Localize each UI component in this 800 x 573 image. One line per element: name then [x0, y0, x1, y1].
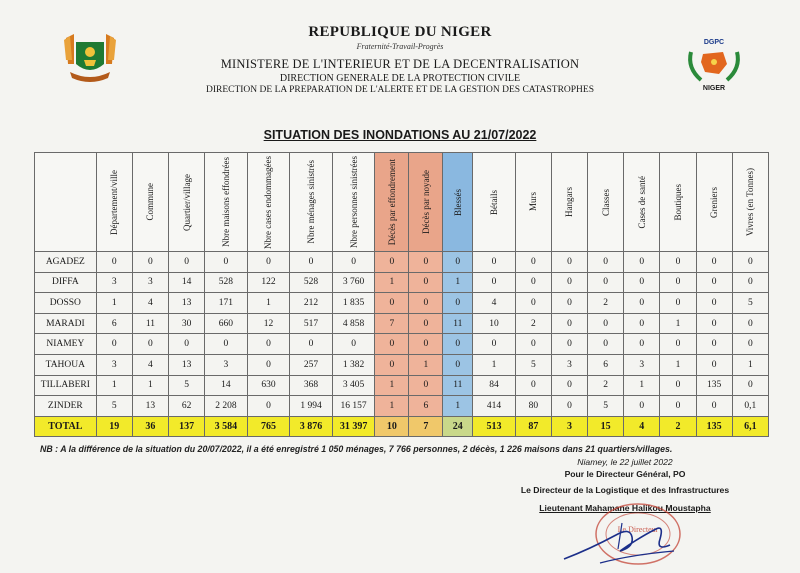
table-cell: 6,1: [732, 416, 768, 437]
table-cell: 0: [473, 272, 516, 293]
signatory-name: Lieutenant Mahamane Halikou Moustapha: [539, 503, 711, 513]
table-cell: 0: [409, 272, 443, 293]
table-cell: 0: [624, 313, 660, 334]
table-cell: 0: [132, 334, 168, 355]
table-cell: 1 835: [332, 293, 375, 314]
table-cell: 0: [515, 272, 551, 293]
table-cell: 1: [247, 293, 290, 314]
table-cell: 0: [732, 272, 768, 293]
table-cell: 0: [551, 396, 587, 417]
inondations-table: [34, 152, 769, 437]
table-cell: 1 382: [332, 354, 375, 375]
table-cell: 13: [132, 396, 168, 417]
column-header: Décès par noyade: [409, 153, 443, 252]
region-name: TAHOUA: [35, 354, 97, 375]
table-cell: 137: [169, 416, 205, 437]
table-cell: 0,1: [732, 396, 768, 417]
table-cell: 16 157: [332, 396, 375, 417]
table-cell: 0: [515, 252, 551, 273]
column-header: Quartier/village: [169, 153, 205, 252]
region-name: TILLABERI: [35, 375, 97, 396]
table-cell: 0: [660, 396, 696, 417]
column-header: Nbre maisons effondrées: [205, 153, 248, 252]
table-cell: 0: [443, 354, 473, 375]
table-cell: 15: [588, 416, 624, 437]
table-cell: 135: [696, 375, 732, 396]
table-cell: 3: [96, 272, 132, 293]
table-cell: 0: [247, 334, 290, 355]
table-cell: 6: [588, 354, 624, 375]
table-cell: 171: [205, 293, 248, 314]
table-cell: 660: [205, 313, 248, 334]
table-cell: 2: [588, 375, 624, 396]
table-cell: 0: [132, 252, 168, 273]
table-cell: 0: [732, 334, 768, 355]
table-cell: 135: [696, 416, 732, 437]
table-cell: 5: [96, 396, 132, 417]
table-body: [35, 252, 769, 437]
table-cell: 0: [375, 293, 409, 314]
table-row: [35, 293, 769, 314]
table-total-row: [35, 416, 769, 437]
table-cell: 0: [409, 375, 443, 396]
column-header: Nbre personnes sinistrées: [332, 153, 375, 252]
table-cell: 0: [696, 293, 732, 314]
table-cell: 0: [696, 272, 732, 293]
table-cell: 2: [515, 313, 551, 334]
table-row: [35, 313, 769, 334]
table-cell: 212: [290, 293, 333, 314]
table-cell: 4: [473, 293, 516, 314]
column-header: Vivres (en Tonnes): [732, 153, 768, 252]
table-cell: 5: [169, 375, 205, 396]
table-cell: 14: [205, 375, 248, 396]
table-cell: 31 397: [332, 416, 375, 437]
column-header: Blessés: [443, 153, 473, 252]
column-header: Nbre cases endommagées: [247, 153, 290, 252]
table-cell: 0: [660, 334, 696, 355]
table-cell: 0: [551, 293, 587, 314]
table-header-row: [35, 153, 769, 252]
region-name: DOSSO: [35, 293, 97, 314]
table-cell: 3: [205, 354, 248, 375]
table-cell: 0: [588, 334, 624, 355]
table-cell: 87: [515, 416, 551, 437]
table-cell: 11: [443, 313, 473, 334]
table-cell: 0: [96, 334, 132, 355]
table-cell: 0: [443, 252, 473, 273]
table-cell: 0: [247, 354, 290, 375]
table-cell: 6: [96, 313, 132, 334]
table-cell: 1: [375, 272, 409, 293]
region-name: AGADEZ: [35, 252, 97, 273]
table-cell: 1: [624, 375, 660, 396]
table-cell: 257: [290, 354, 333, 375]
table-cell: 0: [205, 252, 248, 273]
table-cell: 2 208: [205, 396, 248, 417]
table-cell: 1: [132, 375, 168, 396]
table-cell: 0: [660, 293, 696, 314]
region-name: DIFFA: [35, 272, 97, 293]
table-cell: 0: [375, 354, 409, 375]
table-row: [35, 354, 769, 375]
table-cell: 10: [375, 416, 409, 437]
signature-date: Niamey, le 22 juillet 2022: [577, 457, 673, 467]
table-cell: 5: [515, 354, 551, 375]
region-name: NIAMEY: [35, 334, 97, 355]
table-cell: 84: [473, 375, 516, 396]
handwritten-signature-icon: [560, 515, 680, 565]
table-cell: 0: [551, 313, 587, 334]
table-cell: 19: [96, 416, 132, 437]
table-cell: 414: [473, 396, 516, 417]
column-header: Classes: [588, 153, 624, 252]
table-cell: 0: [247, 252, 290, 273]
table-cell: 1: [96, 293, 132, 314]
table-cell: 2: [588, 293, 624, 314]
nb-note: NB : A la différence de la situation du 20/07/2022, il a été enregistré 1 050 ménages, 7 766 personnes, 2 décès, 1 226 maisons dans 21 quartiers/villages.: [40, 444, 673, 454]
column-header: Cases de santé: [624, 153, 660, 252]
region-name: ZINDER: [35, 396, 97, 417]
column-header: Boutiques: [660, 153, 696, 252]
table-cell: 1: [375, 396, 409, 417]
table-cell: 0: [473, 252, 516, 273]
table-cell: 7: [409, 416, 443, 437]
table-cell: 765: [247, 416, 290, 437]
table-cell: 0: [696, 252, 732, 273]
table-cell: 62: [169, 396, 205, 417]
table-cell: 13: [169, 354, 205, 375]
region-name: MARADI: [35, 313, 97, 334]
table-cell: 3 876: [290, 416, 333, 437]
table-cell: 0: [624, 272, 660, 293]
table-cell: 0: [375, 252, 409, 273]
table-cell: 0: [696, 313, 732, 334]
column-header: Greniers: [696, 153, 732, 252]
table-cell: 11: [443, 375, 473, 396]
report-title: SITUATION DES INONDATIONS AU 21/07/2022: [263, 128, 537, 142]
table-cell: 0: [515, 334, 551, 355]
table-cell: 0: [732, 313, 768, 334]
table-cell: 1: [409, 354, 443, 375]
table-cell: 0: [732, 252, 768, 273]
table-cell: 1: [732, 354, 768, 375]
table-cell: 6: [409, 396, 443, 417]
table-cell: 0: [696, 396, 732, 417]
table-cell: 0: [624, 293, 660, 314]
total-label: TOTAL: [35, 416, 97, 437]
table-cell: 0: [205, 334, 248, 355]
table-row: [35, 375, 769, 396]
table-cell: 3: [96, 354, 132, 375]
table-cell: 4 858: [332, 313, 375, 334]
table-cell: 0: [409, 293, 443, 314]
table-cell: 5: [732, 293, 768, 314]
table-cell: 0: [332, 334, 375, 355]
table-cell: 0: [660, 272, 696, 293]
table-cell: 0: [732, 375, 768, 396]
table-cell: 1: [443, 272, 473, 293]
table-cell: 1: [443, 396, 473, 417]
table-cell: 0: [660, 252, 696, 273]
column-header: Hangars: [551, 153, 587, 252]
table-cell: 1 994: [290, 396, 333, 417]
table-cell: 0: [443, 293, 473, 314]
table-cell: 0: [96, 252, 132, 273]
dgpc-logo-top-text: DGPC: [703, 39, 725, 46]
table-cell: 1: [96, 375, 132, 396]
table-cell: 3 584: [205, 416, 248, 437]
table-cell: 0: [290, 334, 333, 355]
dgpc-logo-bottom-text: NIGER: [702, 85, 726, 92]
table-cell: 0: [551, 334, 587, 355]
niger-coat-of-arms-icon: [60, 30, 120, 86]
table-cell: 122: [247, 272, 290, 293]
table-row: [35, 334, 769, 355]
column-header: Décès par effondrement: [375, 153, 409, 252]
table-cell: 1: [375, 375, 409, 396]
table-cell: 0: [696, 354, 732, 375]
direction-general: DIRECTION GENERALE DE LA PROTECTION CIVILE: [279, 73, 521, 84]
table-cell: 3: [132, 272, 168, 293]
table-cell: 513: [473, 416, 516, 437]
stamp-text: Le Directeur: [617, 525, 659, 534]
dgpc-logo-icon: [683, 36, 745, 92]
ministry-name: MINISTERE DE L'INTERIEUR ET DE LA DECENTRALISATION: [220, 57, 580, 71]
table-cell: 10: [473, 313, 516, 334]
country-name: REPUBLIQUE DU NIGER: [308, 24, 492, 40]
column-header: Commune: [132, 153, 168, 252]
table-cell: 0: [624, 252, 660, 273]
table-cell: 12: [247, 313, 290, 334]
table-cell: 0: [443, 334, 473, 355]
table-cell: 0: [375, 334, 409, 355]
for-director-line: Pour le Directeur Général, PO: [564, 469, 686, 479]
table-cell: 0: [551, 252, 587, 273]
table-cell: 3: [551, 416, 587, 437]
table-cell: 0: [169, 334, 205, 355]
column-header: Département/ville: [96, 153, 132, 252]
table-cell: 0: [515, 293, 551, 314]
table-cell: 1: [473, 354, 516, 375]
column-header: Nbre ménages sinistrés: [290, 153, 333, 252]
table-cell: 1: [660, 354, 696, 375]
table-cell: 11: [132, 313, 168, 334]
table-cell: 0: [624, 334, 660, 355]
table-row: [35, 272, 769, 293]
table-cell: 0: [290, 252, 333, 273]
table-cell: 0: [409, 313, 443, 334]
table-cell: 3: [551, 354, 587, 375]
table-row: [35, 396, 769, 417]
table-cell: 368: [290, 375, 333, 396]
table-cell: 14: [169, 272, 205, 293]
table-cell: 7: [375, 313, 409, 334]
table-cell: 3 405: [332, 375, 375, 396]
table-cell: 630: [247, 375, 290, 396]
table-cell: 24: [443, 416, 473, 437]
table-cell: 517: [290, 313, 333, 334]
table-cell: 4: [132, 354, 168, 375]
table-cell: 0: [169, 252, 205, 273]
header-corner: [35, 153, 97, 252]
table-cell: 1: [660, 313, 696, 334]
table-cell: 5: [588, 396, 624, 417]
table-cell: 0: [588, 252, 624, 273]
table-cell: 3: [624, 354, 660, 375]
table-cell: 80: [515, 396, 551, 417]
table-cell: 0: [588, 313, 624, 334]
table-cell: 0: [696, 334, 732, 355]
table-cell: 0: [624, 396, 660, 417]
table-cell: 2: [660, 416, 696, 437]
table-cell: 3 760: [332, 272, 375, 293]
table-cell: 0: [409, 252, 443, 273]
table-cell: 30: [169, 313, 205, 334]
column-header: Murs: [515, 153, 551, 252]
header: [180, 24, 620, 95]
table-cell: 0: [409, 334, 443, 355]
table-cell: 0: [660, 375, 696, 396]
table-cell: 13: [169, 293, 205, 314]
direction-name: DIRECTION DE LA PREPARATION DE L'ALERTE ET DE LA GESTION DES CATASTROPHES: [205, 85, 595, 95]
national-motto: Fraternité-Travail-Progrès: [356, 42, 444, 51]
table-cell: 528: [290, 272, 333, 293]
table-cell: 4: [624, 416, 660, 437]
table-cell: 0: [473, 334, 516, 355]
table-cell: 4: [132, 293, 168, 314]
table-cell: 0: [247, 396, 290, 417]
table-row: [35, 252, 769, 273]
table-cell: 528: [205, 272, 248, 293]
director-title: Le Directeur de la Logistique et des Infrastructures: [520, 485, 730, 495]
table-cell: 36: [132, 416, 168, 437]
column-header: Bétails: [473, 153, 516, 252]
table-cell: 0: [332, 252, 375, 273]
table-cell: 0: [588, 272, 624, 293]
table-cell: 0: [551, 375, 587, 396]
table-cell: 0: [515, 375, 551, 396]
table-cell: 0: [551, 272, 587, 293]
